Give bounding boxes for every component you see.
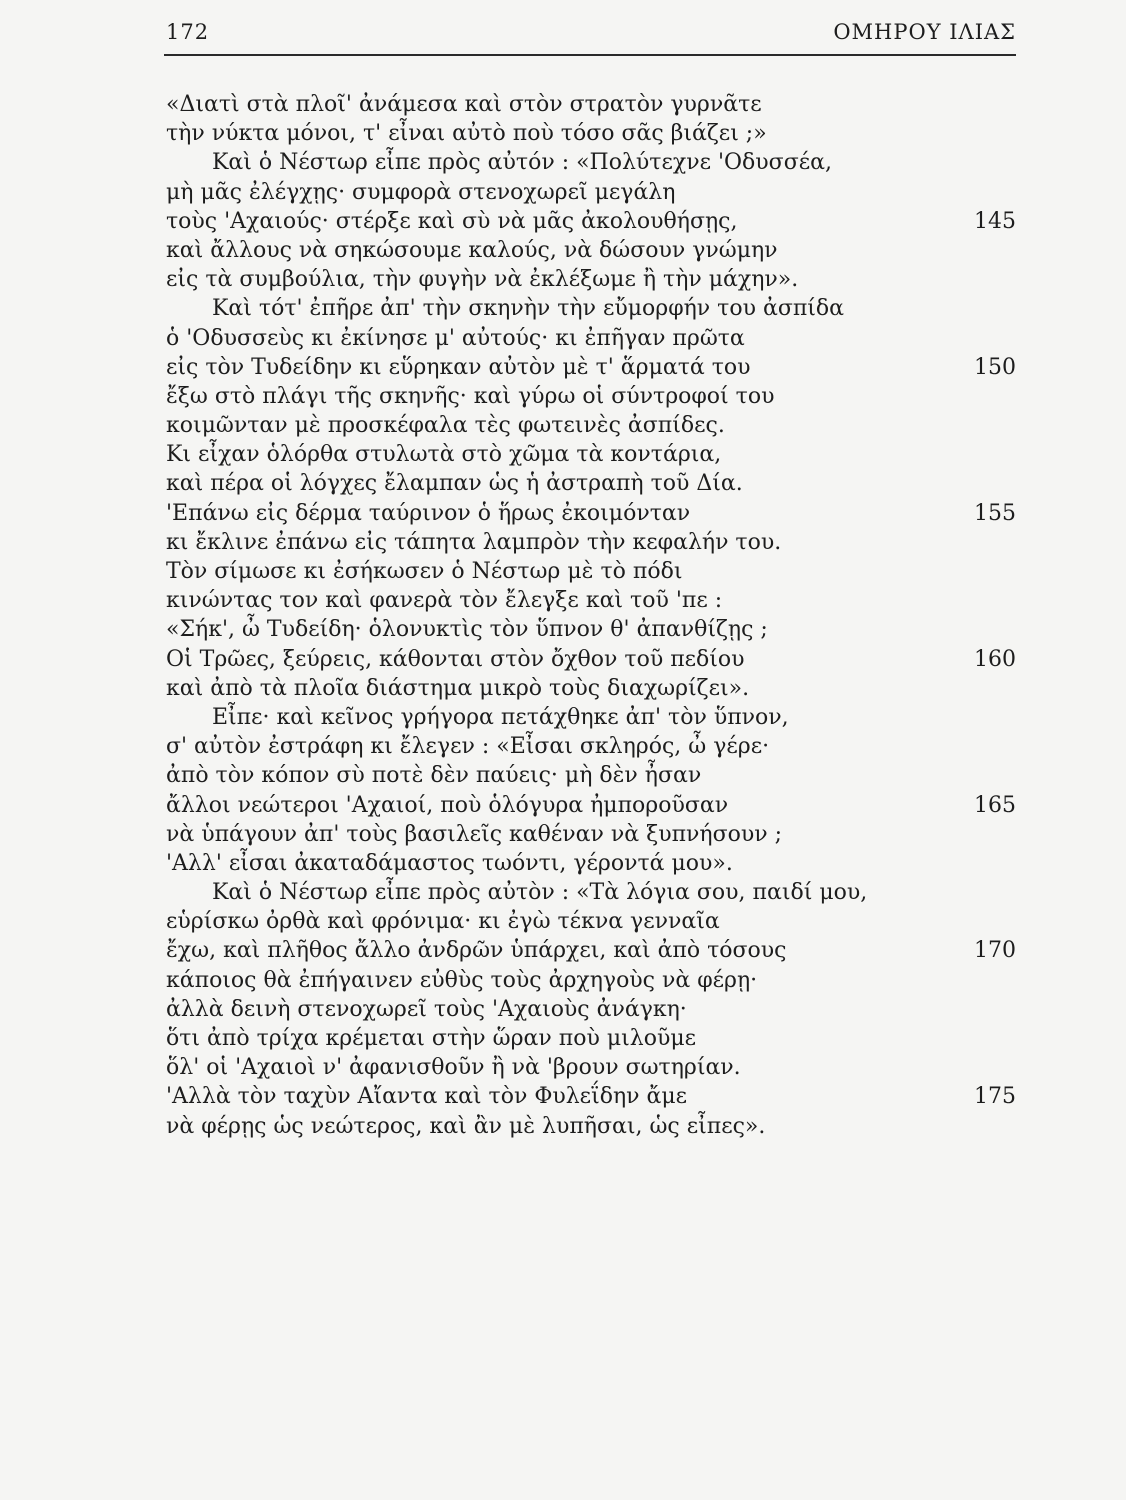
verse-text: ἔξω στὸ πλάγι τῆς σκηνῆς· καὶ γύρω οἱ σύντροφοί του [166, 383, 775, 409]
verse-text: Καὶ ὁ Νέστωρ εἶπε πρὸς αὐτὸν : «Τὰ λόγια σου, παιδί μου, [212, 880, 868, 906]
line-number: 170 [974, 938, 1016, 964]
verse-text: κοιμῶνταν μὲ προσκέφαλα τὲς φωτεινὲς ἀσπίδες. [166, 413, 725, 439]
verse-line [166, 703, 1016, 732]
verse-text: 'Επάνω εἰς δέρμα ταύρινον ὁ ἥρως ἐκοιμόνταν [166, 500, 691, 526]
verse-line [166, 499, 1016, 528]
verse-text: Τὸν σίμωσε κι ἐσήκωσεν ὁ Νέστωρ μὲ τὸ πόδι [166, 559, 683, 584]
line-number: 175 [974, 1084, 1016, 1110]
verse-line [166, 820, 1016, 849]
verse-line [166, 178, 1016, 207]
verse-text: Καὶ ὁ Νέστωρ εἶπε πρὸς αὐτόν : «Πολύτεχνε 'Οδυσσέα, [212, 150, 832, 176]
verse-line [166, 1082, 1016, 1111]
verse-line [166, 411, 1016, 440]
verse-text: ὅλ' οἱ 'Αχαιοὶ ν' ἀφανισθοῦν ἢ νὰ 'βρουν σωτηρίαν. [166, 1055, 741, 1081]
verse-line [166, 1024, 1016, 1053]
verse-line [166, 265, 1016, 294]
verse-text: τοὺς 'Αχαιούς· στέρξε καὶ σὺ νὰ μᾶς ἀκολουθήσῃς, [166, 208, 738, 234]
header-rule [164, 54, 1016, 56]
verse-text: εἰς τὰ συμβούλια, τὴν φυγὴν νὰ ἐκλέξωμε ἢ τὴν μάχην». [166, 267, 799, 293]
verse-line [166, 528, 1016, 557]
verse-line [166, 615, 1016, 644]
verse-text: καὶ ἀπὸ τὰ πλοῖα διάστημα μικρὸ τοὺς διαχωρίζει». [166, 675, 750, 701]
line-number: 155 [974, 500, 1016, 526]
verse-line [166, 557, 1016, 586]
line-number: 150 [974, 354, 1016, 380]
verse-text: Κι εἶχαν ὁλόρθα στυλωτὰ στὸ χῶμα τὰ κοντάρια, [166, 442, 722, 468]
page-number: 172 [166, 20, 210, 44]
verse-line [166, 119, 1016, 148]
verse-text: ἀλλὰ δεινὴ στενοχωρεῖ τοὺς 'Αχαιοὺς ἀνάγκη· [166, 996, 687, 1022]
verse-text: ἄλλοι νεώτεροι 'Αχαιοί, ποὺ ὁλόγυρα ἠμποροῦσαν [166, 792, 729, 818]
verse-line [166, 440, 1016, 469]
verse-text: «Διατὶ στὰ πλοῖ' ἀνάμεσα καὶ στὸν στρατὸν γυρνᾶτε [166, 92, 762, 117]
verse-text: ὁ 'Οδυσσεὺς κι ἐκίνησε μ' αὐτούς· κι ἐπῆγαν πρῶτα [166, 325, 745, 351]
verse-text: κι ἔκλινε ἐπάνω εἰς τάπητα λαμπρὸν τὴν κεφαλήν του. [166, 529, 782, 555]
verse-text: εὑρίσκω ὀρθὰ καὶ φρόνιμα· κι ἐγὼ τέκνα γενναῖα [166, 909, 720, 935]
verse-text: Οἱ Τρῶες, ξεύρεις, κάθονται στὸν ὄχθον τοῦ πεδίου [166, 646, 745, 672]
verse-text: 'Αλλ' εἶσαι ἀκαταδάμαστος τωόντι, γέροντά μου». [166, 850, 733, 876]
verse-line [166, 936, 1016, 965]
line-number: 145 [974, 208, 1016, 234]
verse-line [166, 645, 1016, 674]
verse-text: σ' αὐτὸν ἐστράφη κι ἔλεγεν : «Εἶσαι σκληρός, ὦ γέρε· [166, 734, 770, 760]
verse-line [166, 761, 1016, 790]
verse-text: ἀπὸ τὸν κόπον σὺ ποτὲ δὲν παύεις· μὴ δὲν ἦσαν [166, 763, 702, 789]
verse-line [166, 353, 1016, 382]
verse-text: μὴ μᾶς ἐλέγχῃς· συμφορὰ στενοχωρεῖ μεγάλη [166, 179, 676, 205]
verse-text: Εἶπε· καὶ κεῖνος γρήγορα πετάχθηκε ἀπ' τὸν ὕπνον, [212, 704, 789, 730]
verse-line [166, 90, 1016, 119]
verse-text: νὰ ὑπάγουν ἀπ' τοὺς βασιλεῖς καθέναν νὰ ξυπνήσουν ; [166, 821, 782, 847]
verse-line [166, 674, 1016, 703]
book-title: ΟΜΗΡΟΥ ΙΛΙΑΣ [833, 20, 1016, 44]
verse-text: κινώντας τον καὶ φανερὰ τὸν ἔλεγξε καὶ τοῦ 'πε : [166, 588, 723, 614]
verse-text: ὅτι ἀπὸ τρίχα κρέμεται στὴν ὥραν ποὺ μιλοῦμε [166, 1026, 697, 1051]
verse-text: Καὶ τότ' ἐπῆρε ἀπ' τὴν σκηνὴν τὴν εὔμορφήν του ἀσπίδα [212, 296, 845, 322]
verse-line [166, 382, 1016, 411]
verse-text: 'Αλλὰ τὸν ταχὺν Αἴαντα καὶ τὸν Φυλεΐδην ἄμε [166, 1084, 688, 1110]
verse-line [166, 294, 1016, 323]
verse-line [166, 966, 1016, 995]
verse-text: καὶ ἄλλους νὰ σηκώσουμε καλούς, νὰ δώσουν γνώμην [166, 237, 778, 263]
verse-text: «Σήκ', ὦ Τυδείδη· ὁλονυκτὶς τὸν ὕπνον θ' ἀπανθίζῃς ; [166, 617, 768, 643]
verse-line [166, 469, 1016, 498]
verse-text: τὴν νύκτα μόνοι, τ' εἶναι αὐτὸ ποὺ τόσο σᾶς βιάζει ;» [166, 121, 767, 147]
line-number: 165 [974, 792, 1016, 818]
verse-line [166, 791, 1016, 820]
verse-line [166, 148, 1016, 177]
line-number: 160 [974, 646, 1016, 672]
verse-line [166, 849, 1016, 878]
verse-text: ἔχω, καὶ πλῆθος ἄλλο ἀνδρῶν ὑπάρχει, καὶ ἀπὸ τόσους [166, 938, 787, 964]
verse-line [166, 586, 1016, 615]
verse-line [166, 1053, 1016, 1082]
verse-text: εἰς τὸν Τυδείδην κι εὕρηκαν αὐτὸν μὲ τ' ἅρματά του [166, 354, 751, 380]
verse-block [166, 90, 1016, 1141]
verse-line [166, 878, 1016, 907]
verse-text: καὶ πέρα οἱ λόγχες ἔλαμπαν ὡς ἡ ἀστραπὴ τοῦ Δία. [166, 471, 743, 497]
verse-text: κάποιος θὰ ἐπήγαινεν εὐθὺς τοὺς ἀρχηγοὺς νὰ φέρῃ· [166, 967, 758, 993]
verse-line [166, 995, 1016, 1024]
verse-line [166, 236, 1016, 265]
verse-line [166, 907, 1016, 936]
running-head [166, 20, 1016, 50]
verse-line [166, 732, 1016, 761]
verse-line [166, 324, 1016, 353]
verse-line [166, 207, 1016, 236]
verse-text: νὰ φέρῃς ὡς νεώτερος, καὶ ἂν μὲ λυπῆσαι, ὡς εἶπες». [166, 1113, 766, 1139]
verse-line [166, 1112, 1016, 1141]
